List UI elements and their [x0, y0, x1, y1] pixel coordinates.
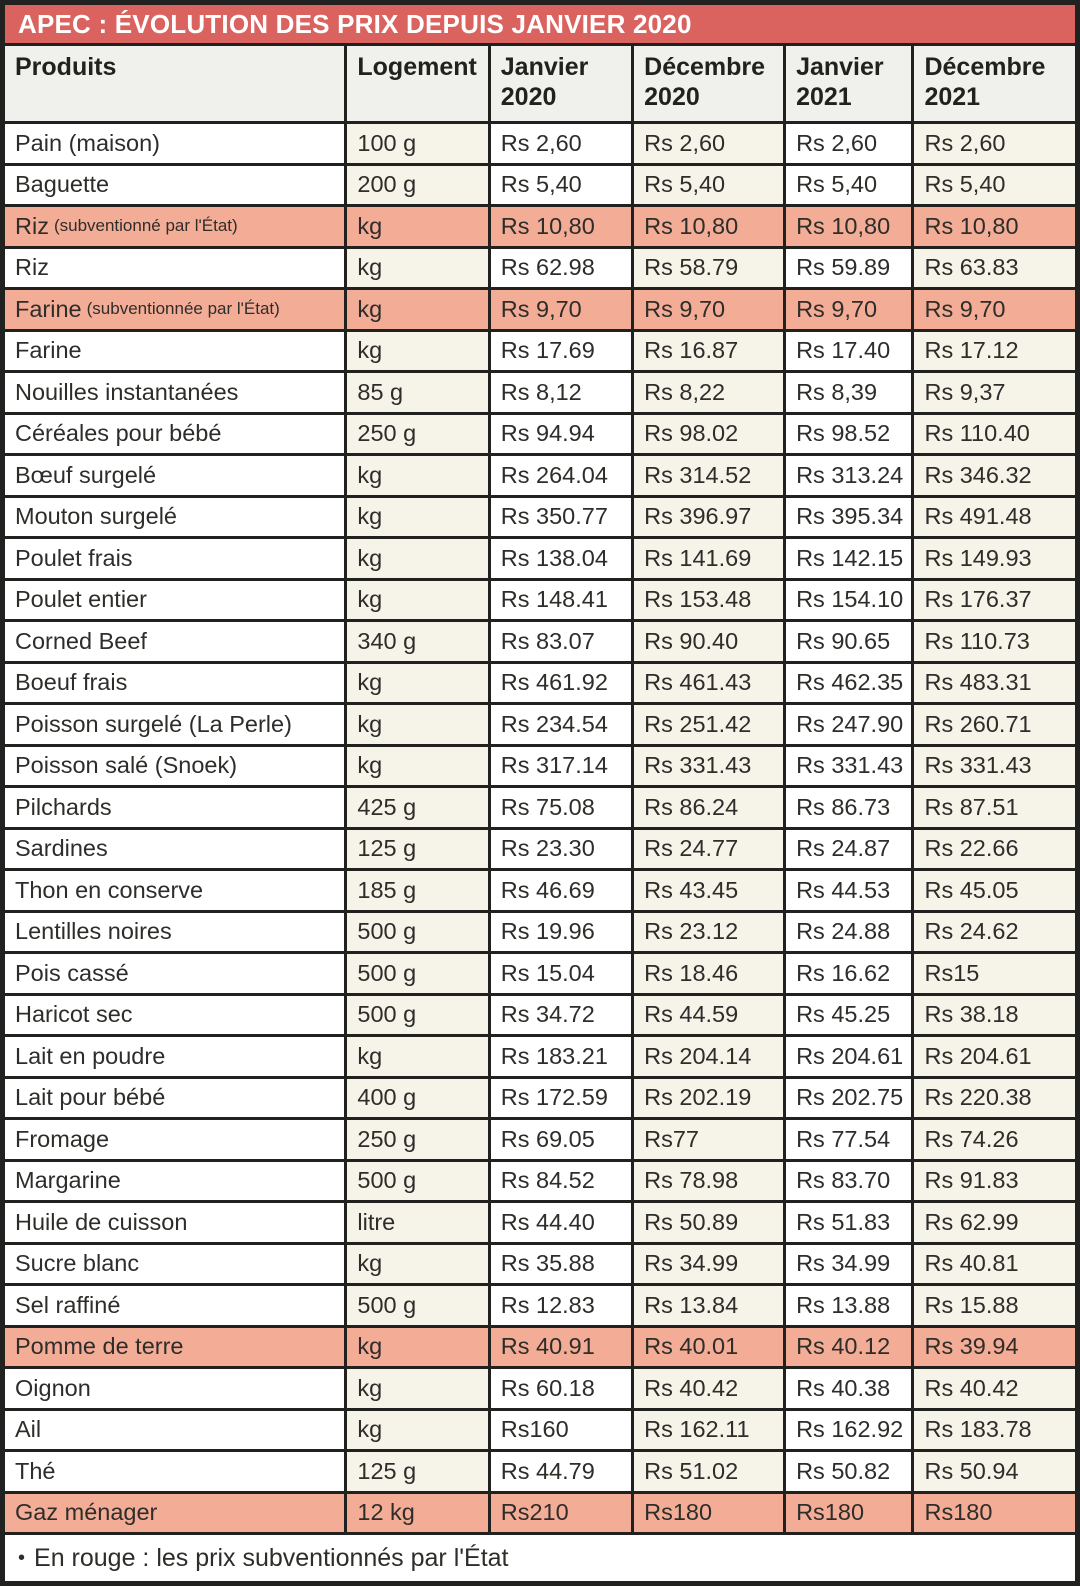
price-janvier-2021: Rs 77.54: [786, 1120, 914, 1159]
unit-value: 500 g: [347, 954, 490, 993]
product-cell: [5, 1162, 347, 1201]
table-header-row: [5, 46, 1075, 124]
price-decembre-2020: Rs 5,40: [634, 166, 786, 205]
price-decembre-2021: Rs 5,40: [914, 166, 1075, 205]
product-name: Margarine: [15, 1167, 121, 1194]
table-row: [5, 1079, 1075, 1121]
price-decembre-2020: Rs 13.84: [634, 1286, 786, 1325]
table-row: [5, 498, 1075, 540]
table-row: [5, 332, 1075, 374]
product-cell: [5, 996, 347, 1035]
table-row: [5, 1328, 1075, 1370]
price-janvier-2021: Rs 9,70: [786, 290, 914, 329]
price-janvier-2021: Rs 24.88: [786, 913, 914, 952]
price-decembre-2020: Rs 34.99: [634, 1245, 786, 1284]
price-janvier-2021: Rs 83.70: [786, 1162, 914, 1201]
price-janvier-2021: Rs 98.52: [786, 415, 914, 454]
price-decembre-2021: Rs 9,37: [914, 373, 1075, 412]
unit-value: 500 g: [347, 996, 490, 1035]
price-decembre-2021: Rs 91.83: [914, 1162, 1075, 1201]
price-decembre-2020: Rs 24.77: [634, 830, 786, 869]
price-janvier-2021: Rs 395.34: [786, 498, 914, 537]
price-janvier-2020: Rs 2,60: [491, 124, 634, 163]
product-cell: [5, 1203, 347, 1242]
product-cell: [5, 207, 347, 246]
product-name: Corned Beef: [15, 627, 147, 654]
price-decembre-2020: Rs 90.40: [634, 622, 786, 661]
price-janvier-2020: Rs 264.04: [491, 456, 634, 495]
table-row: [5, 207, 1075, 249]
product-cell: [5, 664, 347, 703]
price-decembre-2021: Rs 74.26: [914, 1120, 1075, 1159]
price-janvier-2020: Rs 9,70: [491, 290, 634, 329]
unit-value: kg: [347, 1245, 490, 1284]
price-decembre-2021: Rs 149.93: [914, 539, 1075, 578]
table-row: [5, 1369, 1075, 1411]
product-cell: [5, 1286, 347, 1325]
table-row: [5, 249, 1075, 291]
product-cell: [5, 124, 347, 163]
table-row: [5, 622, 1075, 664]
product-name: Poulet entier: [15, 586, 147, 613]
price-janvier-2020: Rs 40.91: [491, 1328, 634, 1367]
price-decembre-2021: Rs 10,80: [914, 207, 1075, 246]
product-note: (subventionné par l'État): [53, 216, 238, 236]
column-header-produits: Produits: [5, 46, 347, 121]
price-decembre-2021: Rs180: [914, 1494, 1075, 1533]
column-header-decembre-2020: Décembre 2020: [634, 46, 786, 121]
table-title: APEC : ÉVOLUTION DES PRIX DEPUIS JANVIER 2020: [18, 8, 692, 39]
price-decembre-2021: Rs 204.61: [914, 1037, 1075, 1076]
price-decembre-2021: Rs 110.40: [914, 415, 1075, 454]
price-janvier-2020: Rs 60.18: [491, 1369, 634, 1408]
product-cell: [5, 913, 347, 952]
product-name: Thon en conserve: [15, 876, 204, 903]
product-cell: [5, 498, 347, 537]
price-decembre-2020: Rs180: [634, 1494, 786, 1533]
unit-value: kg: [347, 1037, 490, 1076]
price-janvier-2021: Rs 162.92: [786, 1411, 914, 1450]
unit-value: 425 g: [347, 788, 490, 827]
unit-value: 500 g: [347, 913, 490, 952]
price-janvier-2021: Rs 331.43: [786, 747, 914, 786]
product-name: Lait en poudre: [15, 1042, 166, 1069]
product-name: Oignon: [15, 1374, 91, 1401]
unit-value: kg: [347, 1369, 490, 1408]
product-name: Huile de cuisson: [15, 1208, 188, 1235]
product-cell: [5, 1328, 347, 1367]
price-janvier-2021: Rs 462.35: [786, 664, 914, 703]
product-note: (subventionnée par l'État): [86, 299, 280, 319]
price-janvier-2021: Rs 44.53: [786, 871, 914, 910]
price-decembre-2020: Rs 153.48: [634, 581, 786, 620]
price-decembre-2020: Rs 2,60: [634, 124, 786, 163]
product-cell: [5, 332, 347, 371]
price-janvier-2021: Rs 17.40: [786, 332, 914, 371]
unit-value: kg: [347, 747, 490, 786]
table-row: [5, 290, 1075, 332]
price-janvier-2020: Rs 75.08: [491, 788, 634, 827]
product-name: Nouilles instantanées: [15, 378, 239, 405]
price-janvier-2020: Rs 350.77: [491, 498, 634, 537]
price-decembre-2021: Rs 260.71: [914, 705, 1075, 744]
product-name: Haricot sec: [15, 1001, 133, 1028]
product-name: Fromage: [15, 1125, 110, 1152]
product-cell: [5, 415, 347, 454]
price-janvier-2020: Rs 23.30: [491, 830, 634, 869]
unit-value: 125 g: [347, 830, 490, 869]
product-cell: [5, 290, 347, 329]
table-row: [5, 456, 1075, 498]
price-decembre-2021: Rs 62.99: [914, 1203, 1075, 1242]
product-name: Pilchards: [15, 793, 112, 820]
price-decembre-2020: Rs 78.98: [634, 1162, 786, 1201]
price-janvier-2020: Rs 17.69: [491, 332, 634, 371]
price-janvier-2021: Rs 204.61: [786, 1037, 914, 1076]
price-decembre-2021: Rs 346.32: [914, 456, 1075, 495]
product-name: Riz: [15, 212, 49, 239]
table-row: [5, 1037, 1075, 1079]
price-decembre-2020: Rs 44.59: [634, 996, 786, 1035]
unit-value: kg: [347, 207, 490, 246]
price-janvier-2021: Rs 8,39: [786, 373, 914, 412]
product-cell: [5, 581, 347, 620]
price-janvier-2020: Rs 10,80: [491, 207, 634, 246]
table-row: [5, 1203, 1075, 1245]
price-janvier-2021: Rs 154.10: [786, 581, 914, 620]
price-janvier-2021: Rs 24.87: [786, 830, 914, 869]
price-decembre-2020: Rs 58.79: [634, 249, 786, 288]
product-cell: [5, 166, 347, 205]
table-row: [5, 581, 1075, 623]
product-name: Farine: [15, 295, 82, 322]
product-name: Thé: [15, 1457, 56, 1484]
unit-value: 340 g: [347, 622, 490, 661]
price-janvier-2021: Rs 90.65: [786, 622, 914, 661]
unit-value: litre: [347, 1203, 490, 1242]
table-row: [5, 1411, 1075, 1453]
product-name: Poisson surgelé (La Perle): [15, 710, 292, 737]
price-decembre-2021: Rs 24.62: [914, 913, 1075, 952]
price-janvier-2020: Rs 148.41: [491, 581, 634, 620]
price-decembre-2020: Rs 18.46: [634, 954, 786, 993]
unit-value: 85 g: [347, 373, 490, 412]
product-name: Gaz ménager: [15, 1499, 158, 1526]
column-header-logement: Logement: [347, 46, 490, 121]
price-janvier-2020: Rs 44.79: [491, 1452, 634, 1491]
price-janvier-2020: Rs 183.21: [491, 1037, 634, 1076]
table-row: [5, 996, 1075, 1038]
price-decembre-2020: Rs 40.42: [634, 1369, 786, 1408]
price-decembre-2021: Rs 183.78: [914, 1411, 1075, 1450]
price-decembre-2020: Rs 50.89: [634, 1203, 786, 1242]
product-cell: [5, 830, 347, 869]
price-janvier-2021: Rs 34.99: [786, 1245, 914, 1284]
product-name: Pomme de terre: [15, 1333, 184, 1360]
product-cell: [5, 788, 347, 827]
product-name: Céréales pour bébé: [15, 420, 222, 447]
price-decembre-2020: Rs 43.45: [634, 871, 786, 910]
price-decembre-2021: Rs 38.18: [914, 996, 1075, 1035]
table-row: [5, 747, 1075, 789]
price-decembre-2020: Rs 16.87: [634, 332, 786, 371]
product-cell: [5, 954, 347, 993]
price-decembre-2021: Rs 22.66: [914, 830, 1075, 869]
price-decembre-2020: Rs 9,70: [634, 290, 786, 329]
price-janvier-2021: Rs 2,60: [786, 124, 914, 163]
column-header-janvier-2021: Janvier 2021: [786, 46, 914, 121]
table-row: [5, 415, 1075, 457]
product-name: Riz: [15, 254, 49, 281]
price-decembre-2021: Rs 87.51: [914, 788, 1075, 827]
unit-value: 400 g: [347, 1079, 490, 1118]
table-row: [5, 166, 1075, 208]
price-decembre-2020: Rs 51.02: [634, 1452, 786, 1491]
price-decembre-2021: Rs 40.42: [914, 1369, 1075, 1408]
price-janvier-2020: Rs210: [491, 1494, 634, 1533]
unit-value: 12 kg: [347, 1494, 490, 1533]
price-janvier-2021: Rs180: [786, 1494, 914, 1533]
price-janvier-2020: Rs 138.04: [491, 539, 634, 578]
table-row: [5, 1494, 1075, 1536]
price-decembre-2020: Rs 461.43: [634, 664, 786, 703]
price-decembre-2021: Rs 45.05: [914, 871, 1075, 910]
product-name: Poulet frais: [15, 544, 133, 571]
product-cell: [5, 539, 347, 578]
table-body: [5, 124, 1075, 1535]
product-cell: [5, 747, 347, 786]
price-decembre-2020: Rs 314.52: [634, 456, 786, 495]
price-decembre-2021: Rs 39.94: [914, 1328, 1075, 1367]
unit-value: kg: [347, 498, 490, 537]
product-cell: [5, 1494, 347, 1533]
unit-value: 185 g: [347, 871, 490, 910]
price-janvier-2020: Rs 461.92: [491, 664, 634, 703]
table-row: [5, 373, 1075, 415]
price-decembre-2020: Rs 396.97: [634, 498, 786, 537]
product-cell: [5, 249, 347, 288]
price-janvier-2021: Rs 5,40: [786, 166, 914, 205]
unit-value: 100 g: [347, 124, 490, 163]
product-name: Boeuf frais: [15, 669, 128, 696]
price-decembre-2020: Rs 251.42: [634, 705, 786, 744]
product-name: Ail: [15, 1416, 42, 1443]
table-row: [5, 871, 1075, 913]
product-cell: [5, 1411, 347, 1450]
product-name: Mouton surgelé: [15, 503, 177, 530]
product-name: Lentilles noires: [15, 918, 172, 945]
product-name: Farine: [15, 337, 82, 364]
product-cell: [5, 1037, 347, 1076]
unit-value: kg: [347, 1328, 490, 1367]
unit-value: kg: [347, 539, 490, 578]
price-decembre-2021: Rs 9,70: [914, 290, 1075, 329]
table-row: [5, 1162, 1075, 1204]
price-table: [5, 46, 1075, 1581]
product-name: Sel raffiné: [15, 1291, 121, 1318]
price-decembre-2020: Rs 23.12: [634, 913, 786, 952]
table-row: [5, 1120, 1075, 1162]
price-decembre-2021: Rs 491.48: [914, 498, 1075, 537]
price-janvier-2020: Rs 62.98: [491, 249, 634, 288]
table-row: [5, 788, 1075, 830]
unit-value: 250 g: [347, 415, 490, 454]
table-row: [5, 1452, 1075, 1494]
price-janvier-2021: Rs 202.75: [786, 1079, 914, 1118]
table-row: [5, 830, 1075, 872]
price-janvier-2020: Rs 317.14: [491, 747, 634, 786]
table-row: [5, 1245, 1075, 1287]
price-decembre-2021: Rs 331.43: [914, 747, 1075, 786]
unit-value: 500 g: [347, 1162, 490, 1201]
price-janvier-2021: Rs 51.83: [786, 1203, 914, 1242]
table-row: [5, 124, 1075, 166]
price-decembre-2020: Rs 202.19: [634, 1079, 786, 1118]
product-cell: [5, 1079, 347, 1118]
price-janvier-2021: Rs 50.82: [786, 1452, 914, 1491]
unit-value: kg: [347, 705, 490, 744]
product-cell: [5, 1245, 347, 1284]
product-name: Pain (maison): [15, 129, 160, 156]
product-name: Poisson salé (Snoek): [15, 752, 238, 779]
price-decembre-2020: Rs 331.43: [634, 747, 786, 786]
price-decembre-2020: Rs 162.11: [634, 1411, 786, 1450]
unit-value: 125 g: [347, 1452, 490, 1491]
table-row: [5, 539, 1075, 581]
product-name: Baguette: [15, 171, 110, 198]
unit-value: 250 g: [347, 1120, 490, 1159]
price-decembre-2020: Rs 40.01: [634, 1328, 786, 1367]
price-janvier-2021: Rs 86.73: [786, 788, 914, 827]
price-janvier-2020: Rs 8,12: [491, 373, 634, 412]
unit-value: kg: [347, 290, 490, 329]
column-header-janvier-2020: Janvier 2020: [491, 46, 634, 121]
price-janvier-2021: Rs 10,80: [786, 207, 914, 246]
product-name: Pois cassé: [15, 959, 129, 986]
price-decembre-2021: Rs 50.94: [914, 1452, 1075, 1491]
price-decembre-2020: Rs 204.14: [634, 1037, 786, 1076]
price-janvier-2020: Rs 94.94: [491, 415, 634, 454]
price-decembre-2020: Rs77: [634, 1120, 786, 1159]
price-janvier-2020: Rs 172.59: [491, 1079, 634, 1118]
product-name: Lait pour bébé: [15, 1084, 166, 1111]
price-decembre-2021: Rs 40.81: [914, 1245, 1075, 1284]
price-decembre-2021: Rs 17.12: [914, 332, 1075, 371]
product-cell: [5, 871, 347, 910]
price-janvier-2021: Rs 247.90: [786, 705, 914, 744]
price-janvier-2020: Rs 15.04: [491, 954, 634, 993]
price-decembre-2021: Rs15: [914, 954, 1075, 993]
price-decembre-2021: Rs 15.88: [914, 1286, 1075, 1325]
price-decembre-2021: Rs 220.38: [914, 1079, 1075, 1118]
price-janvier-2020: Rs 69.05: [491, 1120, 634, 1159]
price-decembre-2021: Rs 63.83: [914, 249, 1075, 288]
price-janvier-2020: Rs160: [491, 1411, 634, 1450]
product-cell: [5, 1120, 347, 1159]
column-header-decembre-2021: Décembre 2021: [914, 46, 1075, 121]
bullet-icon: •: [18, 1547, 26, 1569]
price-janvier-2021: Rs 59.89: [786, 249, 914, 288]
product-cell: [5, 373, 347, 412]
table-footnote: [5, 1535, 1075, 1581]
price-janvier-2020: Rs 234.54: [491, 705, 634, 744]
table-row: [5, 913, 1075, 955]
price-janvier-2020: Rs 34.72: [491, 996, 634, 1035]
price-decembre-2021: Rs 176.37: [914, 581, 1075, 620]
price-janvier-2021: Rs 142.15: [786, 539, 914, 578]
product-cell: [5, 456, 347, 495]
price-janvier-2020: Rs 83.07: [491, 622, 634, 661]
unit-value: kg: [347, 581, 490, 620]
product-cell: [5, 1452, 347, 1491]
price-janvier-2020: Rs 5,40: [491, 166, 634, 205]
price-janvier-2020: Rs 84.52: [491, 1162, 634, 1201]
table-row: [5, 664, 1075, 706]
price-janvier-2021: Rs 16.62: [786, 954, 914, 993]
price-janvier-2021: Rs 13.88: [786, 1286, 914, 1325]
product-cell: [5, 1369, 347, 1408]
price-janvier-2021: Rs 40.38: [786, 1369, 914, 1408]
table-row: [5, 1286, 1075, 1328]
price-decembre-2020: Rs 141.69: [634, 539, 786, 578]
table-row: [5, 954, 1075, 996]
price-decembre-2021: Rs 2,60: [914, 124, 1075, 163]
product-cell: [5, 622, 347, 661]
price-janvier-2021: Rs 313.24: [786, 456, 914, 495]
unit-value: kg: [347, 456, 490, 495]
product-cell: [5, 705, 347, 744]
unit-value: kg: [347, 664, 490, 703]
unit-value: 500 g: [347, 1286, 490, 1325]
unit-value: 200 g: [347, 166, 490, 205]
table-title-banner: [5, 5, 1075, 46]
price-janvier-2020: Rs 19.96: [491, 913, 634, 952]
price-decembre-2020: Rs 10,80: [634, 207, 786, 246]
price-decembre-2021: Rs 483.31: [914, 664, 1075, 703]
price-janvier-2021: Rs 40.12: [786, 1328, 914, 1367]
price-decembre-2020: Rs 98.02: [634, 415, 786, 454]
price-decembre-2020: Rs 8,22: [634, 373, 786, 412]
unit-value: kg: [347, 332, 490, 371]
price-janvier-2020: Rs 46.69: [491, 871, 634, 910]
unit-value: kg: [347, 249, 490, 288]
price-janvier-2020: Rs 35.88: [491, 1245, 634, 1284]
footnote-text: En rouge : les prix subventionnés par l'État: [34, 1543, 509, 1572]
price-janvier-2021: Rs 45.25: [786, 996, 914, 1035]
product-name: Sardines: [15, 835, 108, 862]
price-janvier-2020: Rs 44.40: [491, 1203, 634, 1242]
table-row: [5, 705, 1075, 747]
product-name: Sucre blanc: [15, 1250, 140, 1277]
unit-value: kg: [347, 1411, 490, 1450]
price-decembre-2021: Rs 110.73: [914, 622, 1075, 661]
product-name: Bœuf surgelé: [15, 461, 157, 488]
price-decembre-2020: Rs 86.24: [634, 788, 786, 827]
price-janvier-2020: Rs 12.83: [491, 1286, 634, 1325]
